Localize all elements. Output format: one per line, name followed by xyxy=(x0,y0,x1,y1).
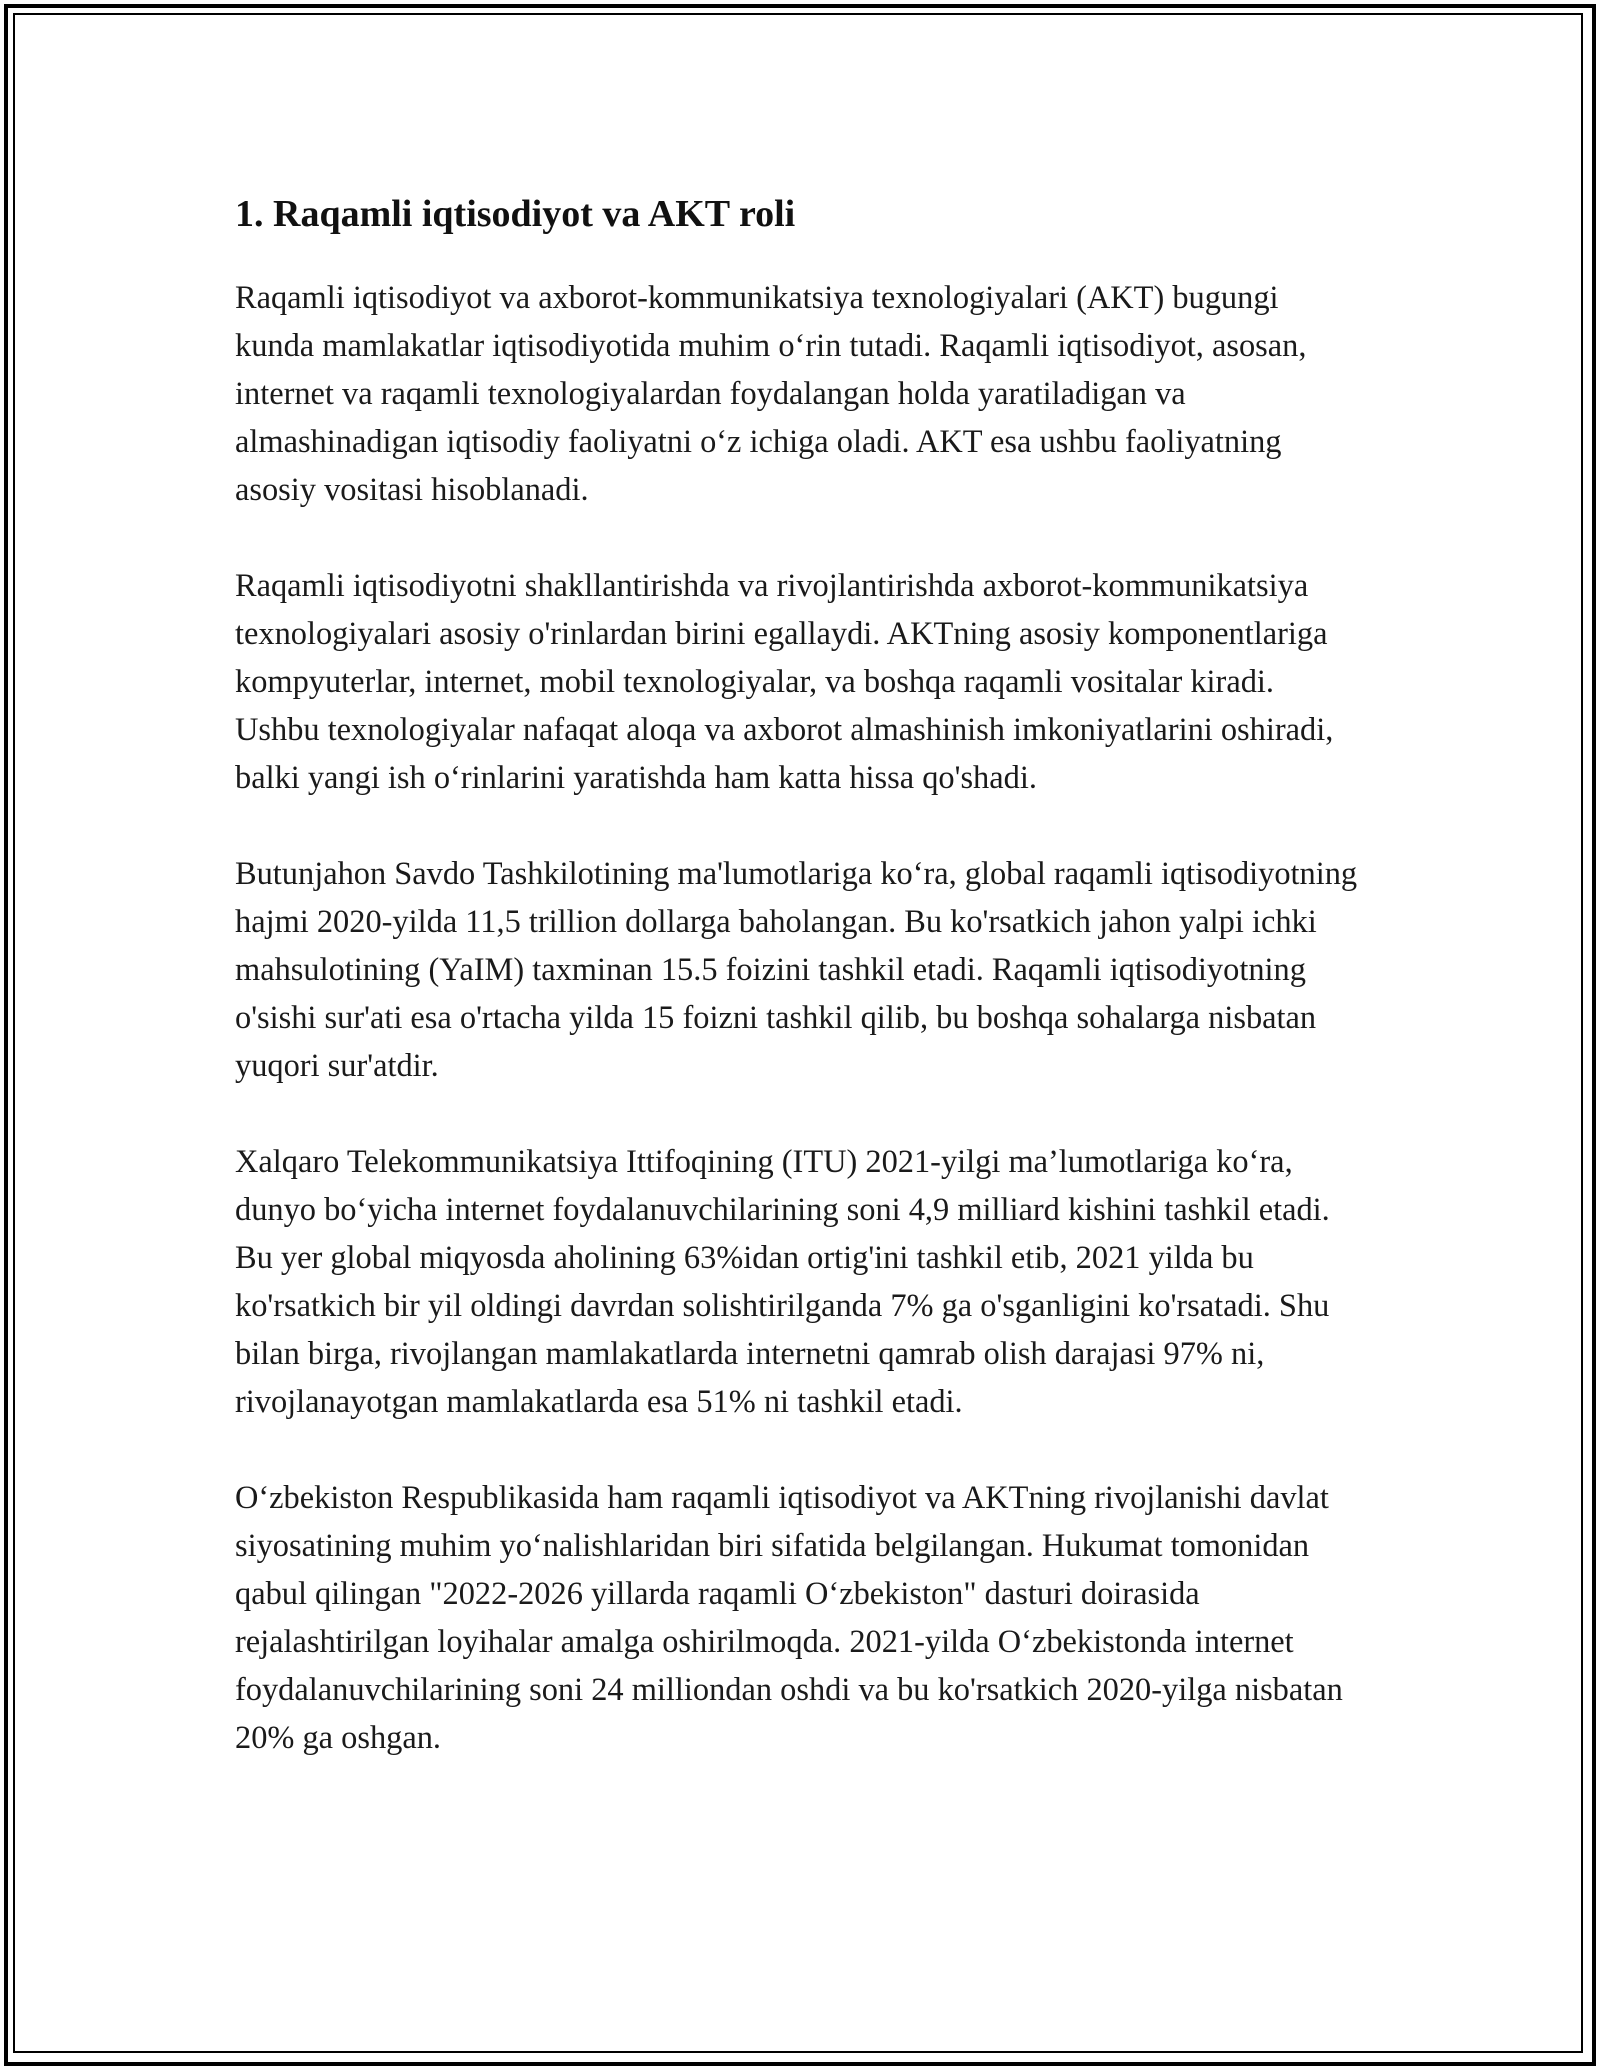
paragraph-digital-economy-intro: Raqamli iqtisodiyot va axborot-kommunikatsiya texnologiyalari (AKT) bugungi kunda mamlakatlar iqtisodiyotida muhim o‘rin tutadi. Raqamli iqtisodiyot, asosan, internet va raqamli texnologiyalardan foydalangan holda yaratiladigan va almashinadigan iqtisodiy faoliyatni o‘z ichiga oladi. AKT esa ushbu faoliyatning asosiy vositasi hisoblanadi. xyxy=(235,280,1307,508)
paragraph-itu-internet-users: Xalqaro Telekommunikatsiya Ittifoqining (ITU) 2021-yilgi ma’lumotlariga ko‘ra, dunyo bo‘yicha internet foydalanuvchilarining soni 4,9 milliard kishini tashkil etadi. Bu yer global miqyosda aholining 63%idan ortig'ini tashkil etib, 2021 yilda bu ko'rsatkich bir yil oldingi davrdan solishtirilganda 7% ga o'sganligini ko'rsatadi. Shu bilan birga, rivojlangan mamlakatlarda internetni qamrab olish darajasi 97% ni, rivojlanayotgan mamlakatlarda esa 51% ni tashkil etadi. xyxy=(235,1144,1330,1420)
document-body xyxy=(235,184,1365,1810)
section-heading: 1. Raqamli iqtisodiyot va AKT roli xyxy=(235,193,796,235)
paragraph-wto-statistics: Butunjahon Savdo Tashkilotining ma'lumotlariga ko‘ra, global raqamli iqtisodiyotning hajmi 2020-yilda 11,5 trillion dollarga baholangan. Bu ko'rsatkich jahon yalpi ichki mahsulotining (YaIM) taxminan 15.5 foizini tashkil etadi. Raqamli iqtisodiyotning o'sishi sur'ati esa o'rtacha yilda 15 foizni tashkil qilib, bu boshqa sohalarga nisbatan yuqori sur'atdir. xyxy=(235,856,1358,1084)
paragraph-uzbekistan-policy: O‘zbekiston Respublikasida ham raqamli iqtisodiyot va AKTning rivojlanishi davlat siyosatining muhim yo‘nalishlaridan biri sifatida belgilangan. Hukumat tomonidan qabul qilingan "2022-2026 yillarda raqamli O‘zbekiston" dasturi doirasida rejalashtirilgan loyihalar amalga oshirilmoqda. 2021-yilda O‘zbekistonda internet foydalanuvchilarining soni 24 milliondan oshdi va bu ko'rsatkich 2020-yilga nisbatan 20% ga oshgan. xyxy=(235,1480,1343,1756)
paragraph-ict-components: Raqamli iqtisodiyotni shakllantirishda va rivojlantirishda axborot-kommunikatsiya texnologiyalari asosiy o'rinlardan birini egallaydi. AKTning asosiy komponentlariga kompyuterlar, internet, mobil texnologiyalar, va boshqa raqamli vositalar kiradi. Ushbu texnologiyalar nafaqat aloqa va axborot almashinish imkoniyatlarini oshiradi, balki yangi ish o‘rinlarini yaratishda ham katta hissa qo'shadi. xyxy=(235,568,1334,796)
